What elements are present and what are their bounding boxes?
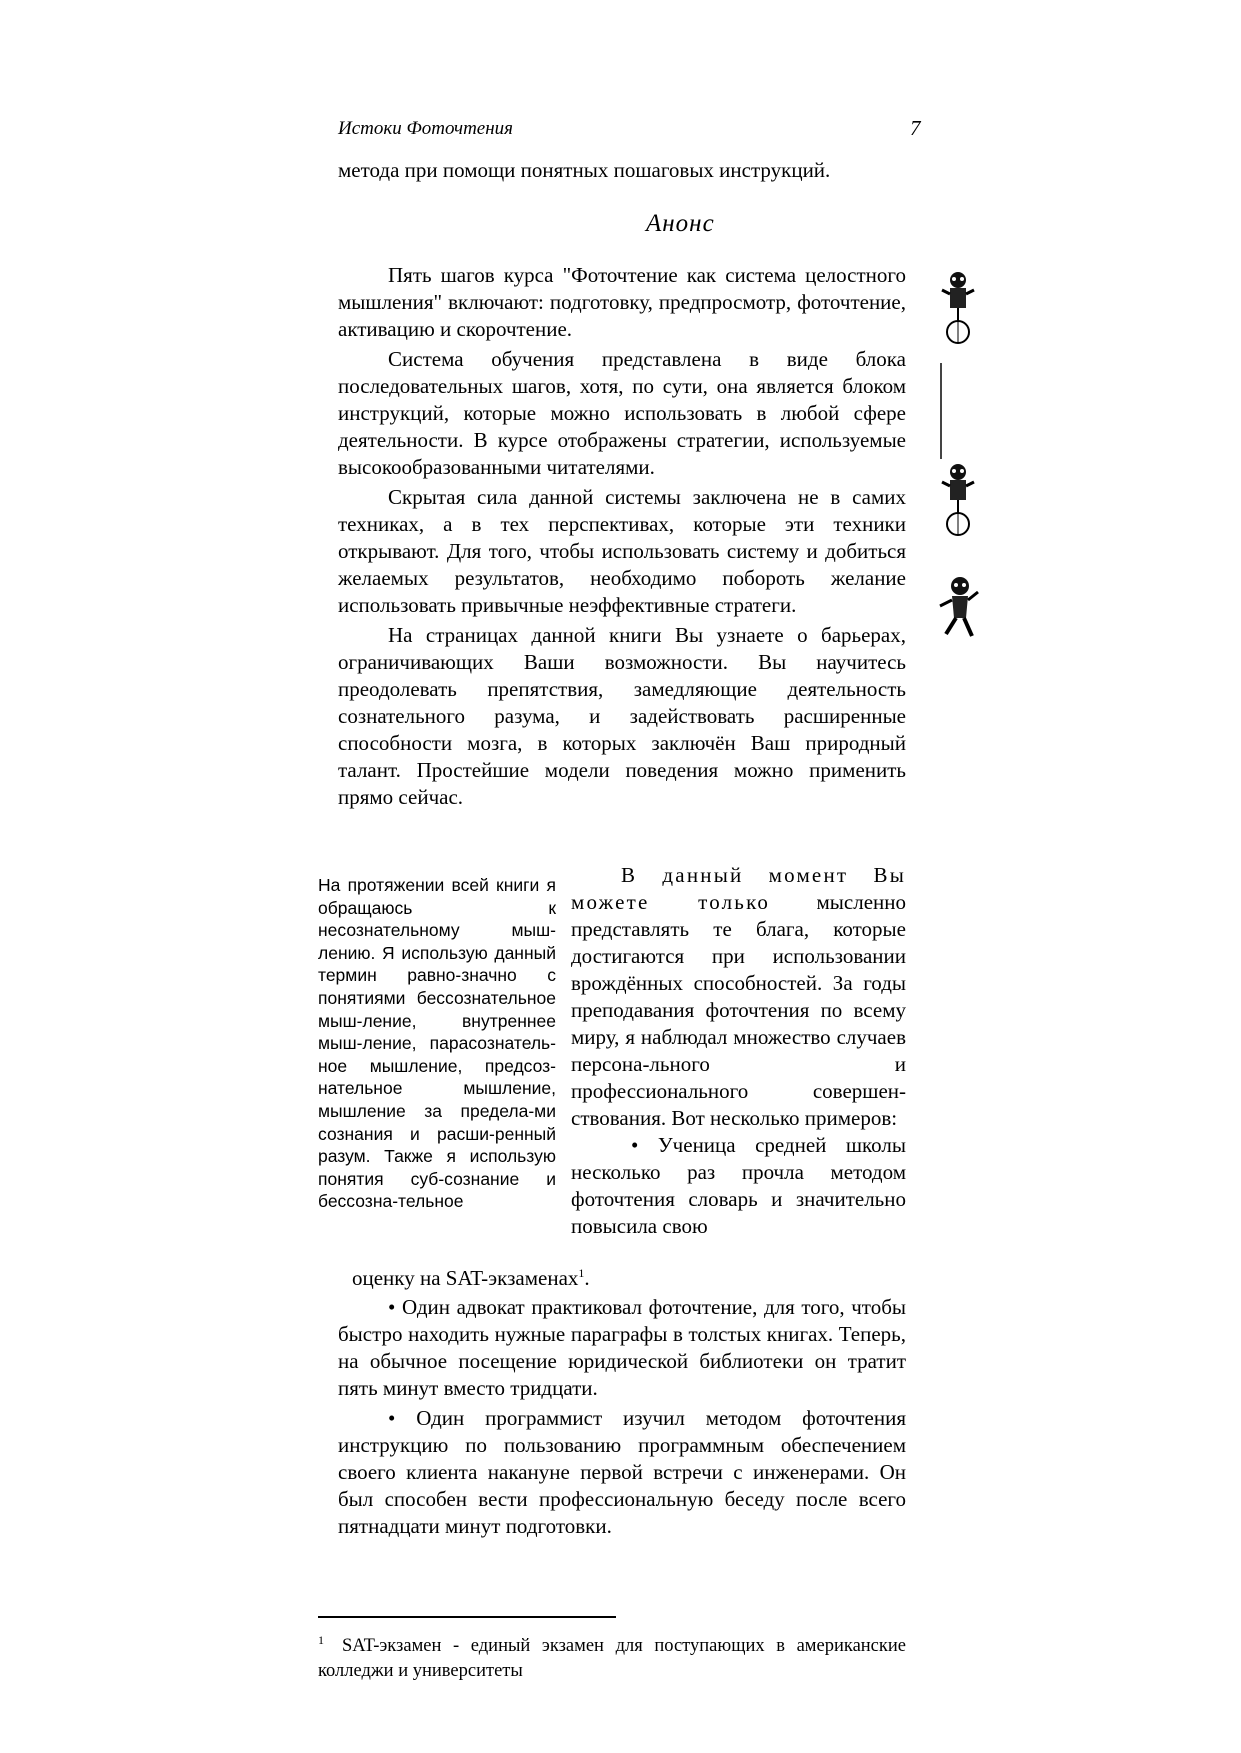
bullet-item: • Один адвокат практиковал фоточтение, для того, чтобы быстро находить нужные параграфы в толстых книгах. Теперь, на обычное посещение юридической библиотеки он тратит пять минут вместо тридцати. [338, 1295, 906, 1400]
running-title: Истоки Фоточтения [338, 118, 513, 139]
footnote-divider [318, 1616, 616, 1618]
page-number: 7 [910, 116, 921, 140]
main-text [338, 262, 906, 814]
sidebar-note: На протяжении всей книги я обращаюсь к несознательному мыш-лению. Я использую данный термин равно-значно с понятиями бессознательное мыш-ление, внутреннее мыш-ление, парасознатель-ное мышление, предсоз-нательное мышление, мышление за предела-ми сознания и расши-ренный разум. Также я использую понятия суб-сознание и бессозна-тельное [318, 875, 556, 1212]
bullet-continuation: оценку на SAT-экзаменах$^1$. [352, 1266, 590, 1290]
paragraph-start: В данный момент Вы можете только [571, 863, 906, 914]
footnote-reference[interactable]: 1 [578, 1266, 585, 1280]
footnote-text: SAT-экзамен - единый экзамен для поступающих в американские колледжи и университеты [318, 1636, 906, 1682]
intro-line: метода при помощи понятных пошаговых инструкций. [338, 158, 831, 182]
right-column [571, 862, 906, 1240]
paragraph: На страницах данной книги Вы узнаете о барьерах, ограничивающих Ваши возможности. Вы научитесь преодолевать препятствия, замедляющие деятельность сознательного разума, и задействовать расширенные способности мозга, в которых заключён Ваш природный талант. Простейшие модели поведения можно применить прямо сейчас. [338, 623, 906, 809]
bullet-continuation-text: оценку на SAT-экзаменах [352, 1266, 579, 1290]
margin-illustrations [934, 270, 984, 650]
section-title: Анонс [646, 210, 715, 237]
unicyclist-figure-icon [942, 464, 974, 535]
paragraph: Скрытая сила данной системы заключена не в самих техниках, а в тех перспективах, которые эти техники открывают. Для того, чтобы использовать систему и добиться желаемых результатов, необходимо побороть желание использовать привычные неэффективные стратеги. [338, 485, 906, 617]
paragraph: Пять шагов курса "Фоточтение как система целостного мышления" включают: подготовку, предпросмотр, фоточтение, активацию и скорочтение. [338, 263, 906, 341]
footnote-mark: 1 [318, 1633, 324, 1647]
paragraph-rest: мысленно представлять те блага, которые достигаются при использовании врождённых способностей. За годы преподавания фоточтения по всему миру, я наблюдал множество случаев персона-льного и профессионального совершен-ствования. Вот несколько примеров: [571, 890, 907, 1130]
bullet-item: • Один программист изучил методом фоточтения инструкцию по пользованию программным обеспечением своего клиента накануне первой встречи с инженерами. Он был способен вести профессиональную беседу после всего пятнадцати минут подготовки. [338, 1406, 906, 1538]
dancing-figure-icon [940, 577, 978, 636]
bullet-item: • Ученица средней школы несколько раз прочла методом фоточтения словарь и значительно повысила свою [571, 1133, 906, 1238]
bullet-list [338, 1294, 906, 1543]
footnote [318, 1628, 906, 1684]
margin-rule [940, 363, 942, 459]
paragraph: Система обучения представлена в виде блока последовательных шагов, хотя, по сути, она является блоком инструкций, которые можно использовать в любой сфере деятельности. В курсе отображены стратегии, используемые высокообразованными читателями. [338, 347, 906, 479]
paragraph [571, 862, 906, 1132]
unicyclist-figure-icon [942, 272, 974, 343]
